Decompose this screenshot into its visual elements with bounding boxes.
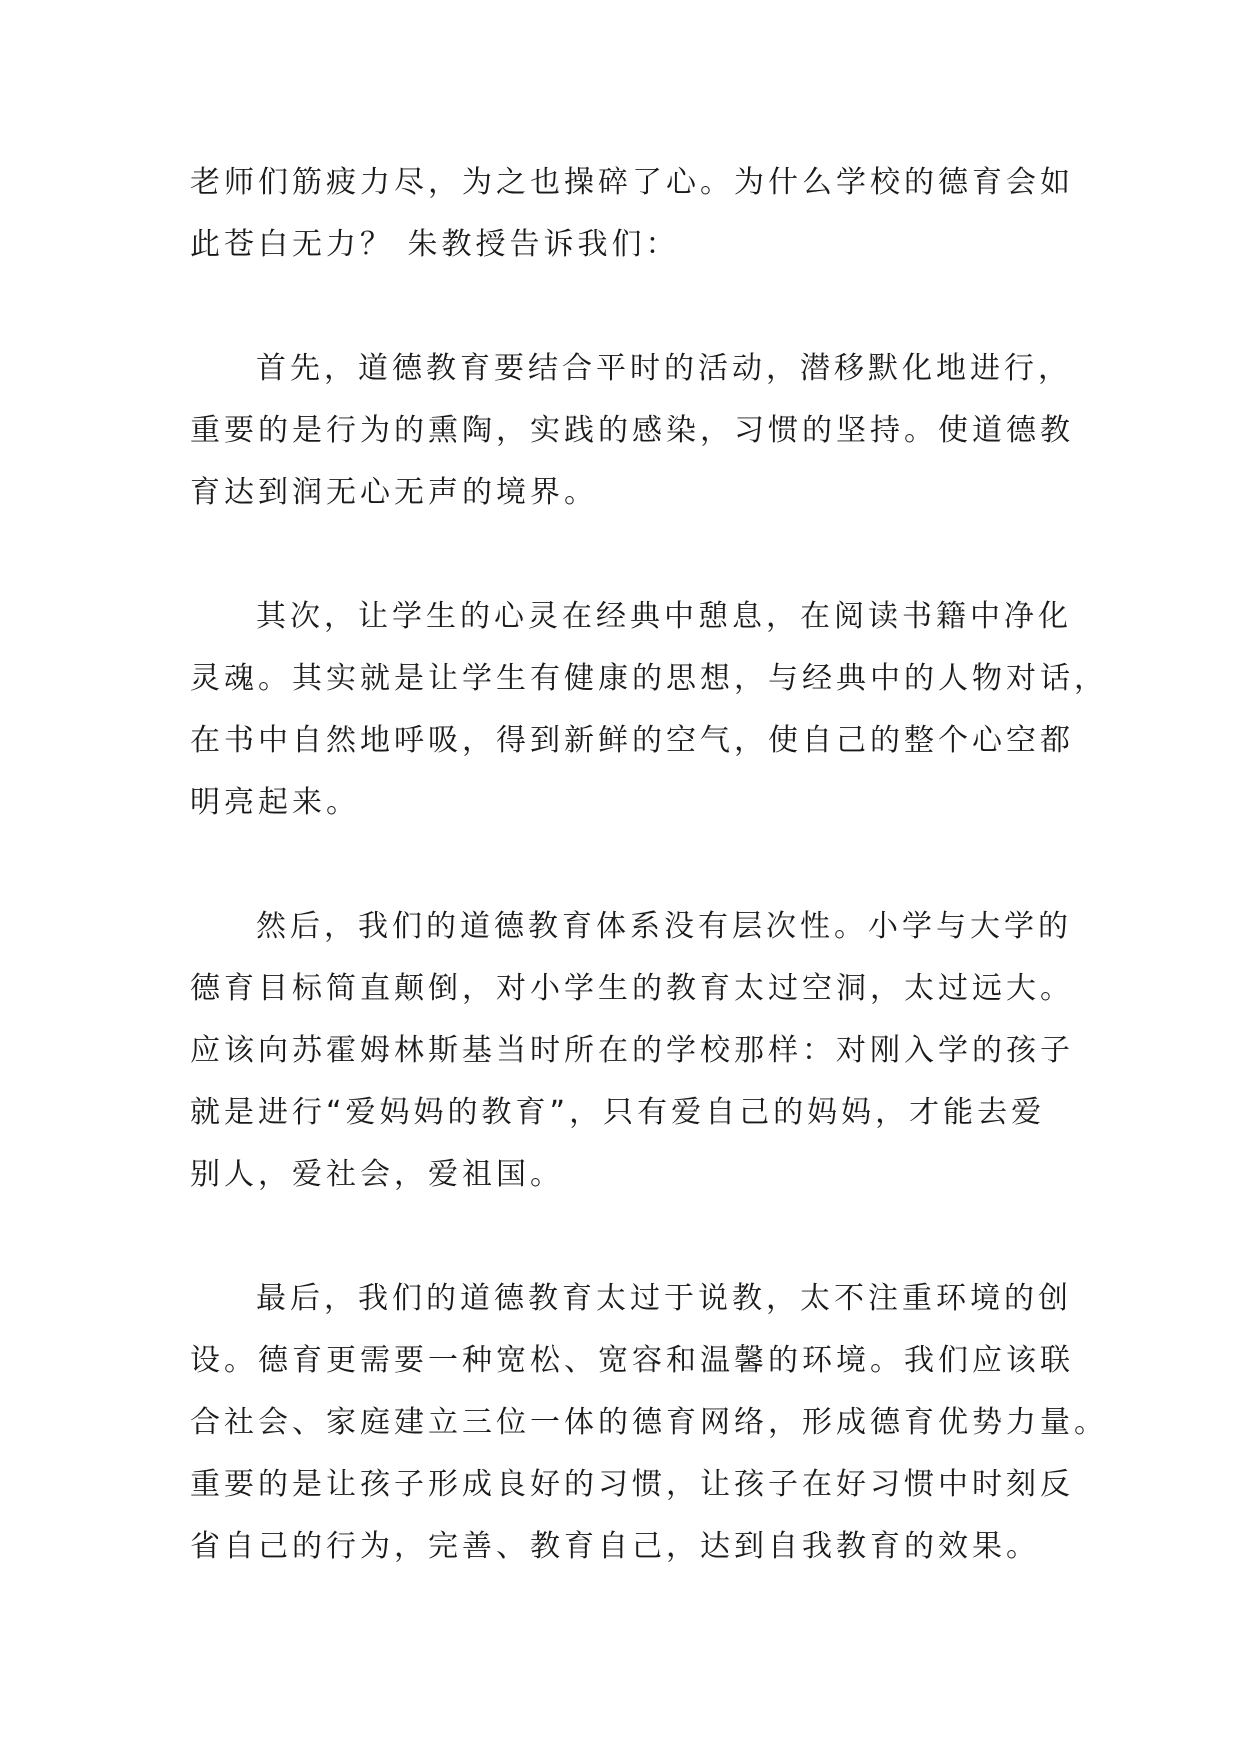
text-line: 在书中自然地呼吸，得到新鲜的空气，使自己的整个心空都 — [190, 723, 1074, 758]
text-line: 此苍白无力？ 朱教授告诉我们： — [190, 227, 680, 262]
text-line: 其次，让学生的心灵在经典中憩息，在阅读书籍中净化 — [256, 599, 1072, 634]
paragraph-1 — [190, 152, 1074, 276]
text-line: 重要的是让孩子形成良好的习惯，让孩子在好习惯中时刻反 — [190, 1467, 1074, 1502]
text-line: 首先，道德教育要结合平时的活动，潜移默化地进行， — [256, 351, 1072, 386]
text-line: 最后，我们的道德教育太过于说教，太不注重环境的创 — [256, 1281, 1072, 1316]
text-line: 育达到润无心无声的境界。 — [190, 475, 598, 510]
text-line: 就是进行“爱妈妈的教育”，只有爱自己的妈妈，才能去爱 — [190, 1095, 1046, 1130]
paragraph-5 — [190, 1268, 1108, 1578]
text-line: 设。德育更需要一种宽松、宽容和温馨的环境。我们应该联 — [190, 1343, 1074, 1378]
text-line: 重要的是行为的熏陶，实践的感染，习惯的坚持。使道德教 — [190, 413, 1074, 448]
text-line: 别人，爱社会，爱祖国。 — [190, 1157, 564, 1192]
text-line: 然后，我们的道德教育体系没有层次性。小学与大学的 — [256, 909, 1072, 944]
paragraph-2 — [190, 338, 1074, 524]
text-line: 老师们筋疲力尽，为之也操碎了心。为什么学校的德育会如 — [190, 165, 1074, 200]
text-line: 省自己的行为，完善、教育自己，达到自我教育的效果。 — [190, 1529, 1040, 1564]
text-line: 明亮起来。 — [190, 785, 360, 820]
text-line: 德育目标简直颠倒，对小学生的教育太过空洞，太过远大。 — [190, 971, 1074, 1006]
text-line: 合社会、家庭建立三位一体的德育网络，形成德育优势力量。 — [190, 1405, 1108, 1440]
paragraph-4 — [190, 896, 1074, 1206]
paragraph-3 — [190, 586, 1108, 834]
text-line: 灵魂。其实就是让学生有健康的思想，与经典中的人物对话， — [190, 661, 1108, 696]
document-body — [190, 152, 1108, 1578]
text-line: 应该向苏霍姆林斯基当时所在的学校那样：对刚入学的孩子 — [190, 1033, 1074, 1068]
